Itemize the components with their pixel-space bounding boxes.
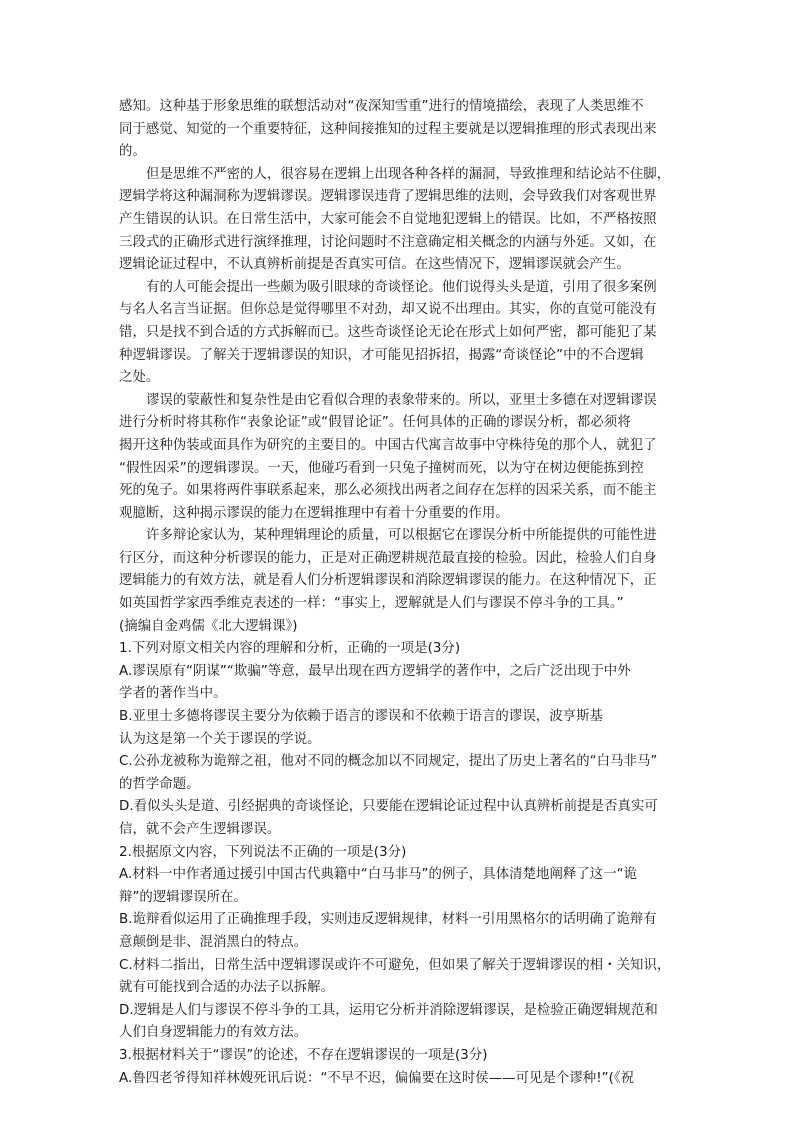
text-line: 三段式的正确形式进行演绎推理，讨论问题时不注意确定相关概念的内涵与外延。又如，在 <box>119 234 657 250</box>
option-line: D.逻辑是人们与谬误不停斗争的工具，运用它分析并消除逻辑谬误，是检验正确逻辑规范和 <box>119 1002 658 1018</box>
option-line: 意颠倒是非、混消黑白的特点。 <box>119 934 308 950</box>
option-line: 学者的著作当中。 <box>119 686 227 702</box>
text-line: 行区分，而这种分析谬误的能力，正是对正确逻耕规范最直接的检验。因此，检验人们自身 <box>119 550 657 566</box>
text-line: 逻辑论证过程中，不认真辨析前提是否真实可信。在这些情况下，逻辑谬误就会产生。 <box>119 257 630 273</box>
text-line: 感知。这种基于形象思维的联想活动对“夜深知雪重”进行的情境描绘，表现了人类思维不 <box>119 99 644 114</box>
text-line: 与名人名言当证据。但你总是觉得哪里不对劲，却又说不出理由。其实，你的直觉可能没有 <box>119 302 657 318</box>
option-line: A.材料一中作者通过援引中国古代典籍中“白马非马”的例子，具体清楚地阐释了这一“诡 <box>119 867 638 883</box>
text-line: 但是思维不严密的人，很容易在逻辑上出现各种各样的漏洞，导致推理和结论站不住脚， <box>146 166 671 182</box>
text-line: 错，只是找不到合适的方式拆解而已。这些奇谈怪论无论在形式上如何严密，都可能犯了某 <box>119 324 657 340</box>
question-2: 2.根据原文内容，下列说法不正确的一项是(3分) <box>119 844 407 860</box>
option-line: 就有可能找到合适的办法子以拆解。 <box>119 980 335 996</box>
text-line: 揭开这种伪装或面具作为研究的主要目的。中国古代寓言故事中守株待兔的那个人，就犯了 <box>119 437 657 453</box>
option-line: C.公孙龙被称为诡辩之祖，他对不同的概念加以不同规定，提出了历史上著名的“白马非马” <box>119 754 658 770</box>
option-line: 的哲学命题。 <box>119 776 200 792</box>
option-line: B.诡辩看似运用了正确推理手段，实则违反逻辑规律，材料一引用黑格尔的话明确了诡辩有 <box>119 912 657 928</box>
text-line: 种逻辑谬误。了解关于逻辑谬误的知识，才可能见招拆招，揭露“奇谈怪论”中的不合逻辑 <box>119 347 644 363</box>
document-page <box>119 96 677 1090</box>
text-line: 谬误的蒙蔽性和复杂性是由它看似合理的表象带来的。所以，亚里士多德在对逻辑谬误 <box>146 392 657 408</box>
text-line: 的。 <box>119 144 146 160</box>
text-line: 观臆断，这种揭示谬误的能力在逻辑推理中有着十分重要的作用。 <box>119 505 509 521</box>
option-line: 认为这是第一个关于谬误的学说。 <box>119 731 321 747</box>
source-citation: (摘编自金鸡儒《北大逻辑课》) <box>119 618 298 634</box>
text-line: “假性因采”的逻辑谬误。一天，他碰巧看到一只兔子撞树而死，以为守在树边便能拣到控 <box>119 460 644 476</box>
text-line: 许多辩论家认为，某种理辑理论的质量，可以根据它在谬误分析中所能提供的可能性进 <box>146 528 657 544</box>
text-line: 逻辑能力的有效方法，就是看人们分析逻辑谬误和消除逻辑谬误的能力。在这种情况下，正 <box>119 573 657 589</box>
text-line: 产生错误的认识。在日常生活中，大家可能会不自觉地犯逻辑上的错误。比如，不严格按照 <box>119 211 657 227</box>
option-line: B.亚里士多德将谬误主要分为依赖于语言的谬误和不依赖于语言的谬误，波亨斯基 <box>119 709 603 725</box>
option-line: A.谬误原有“阴谋”“欺骗”等意，最早出现在西方逻辑学的著作中，之后广泛出现于中外 <box>119 663 631 679</box>
text-line: 之处。 <box>119 370 160 386</box>
option-line: D.看似头头是道、引经据典的奇谈怪论，只要能在逻辑论证过程中认真辨析前提是否真实可 <box>119 799 658 815</box>
question-1: 1.下列对原文相关内容的理解和分析，正确的一项是(3分) <box>119 641 461 657</box>
text-line: 如英国哲学家西季维克表述的一样：“事实上，逻解就是人们与谬误不停斗争的工具。” <box>119 596 624 612</box>
option-line: C.材料二指出，日常生活中逻辑谬误或许不可避免，但如果了解关于逻辑谬误的相・关知识， <box>119 957 671 973</box>
text-line: 逻辑学将这种漏洞称为逻辑谬误。逻辑谬误违背了逻辑思维的法则，会导致我们对客观世界 <box>119 189 657 205</box>
text-line: 进行分析时将其称作“表象论证”或“假冒论证”。任何具体的正确的谬误分析，都必须将 <box>119 415 631 431</box>
question-3: 3.根据材料关于“谬误”的论述，不存在逻辑谬误的一项是(3分) <box>119 1047 488 1063</box>
option-line: A.鲁四老爷得知祥林嫂死讯后说：“不早不迟，偏偏要在这时侯——可见是个谬种!”(《祝 <box>119 1070 635 1086</box>
text-line: 同于感觉、知觉的一个重要特征，这种间接推知的过程主要就是以逻辑推理的形式表现出来 <box>119 121 657 137</box>
option-line: 辩”的逻辑谬误所在。 <box>119 889 247 905</box>
text-line: 有的人可能会提出一些颇为吸引眼球的奇谈怪论。他们说得头头是道，引用了很多案例 <box>146 279 657 295</box>
option-line: 人们自身逻辑能力的有效方法。 <box>119 1025 308 1041</box>
option-line: 信，就不会产生逻辑谬误。 <box>119 822 281 837</box>
text-line: 死的兔子。如果将两件事联系起来，那么必须找出两者之间存在怎样的因采关系，而不能主 <box>119 483 657 499</box>
